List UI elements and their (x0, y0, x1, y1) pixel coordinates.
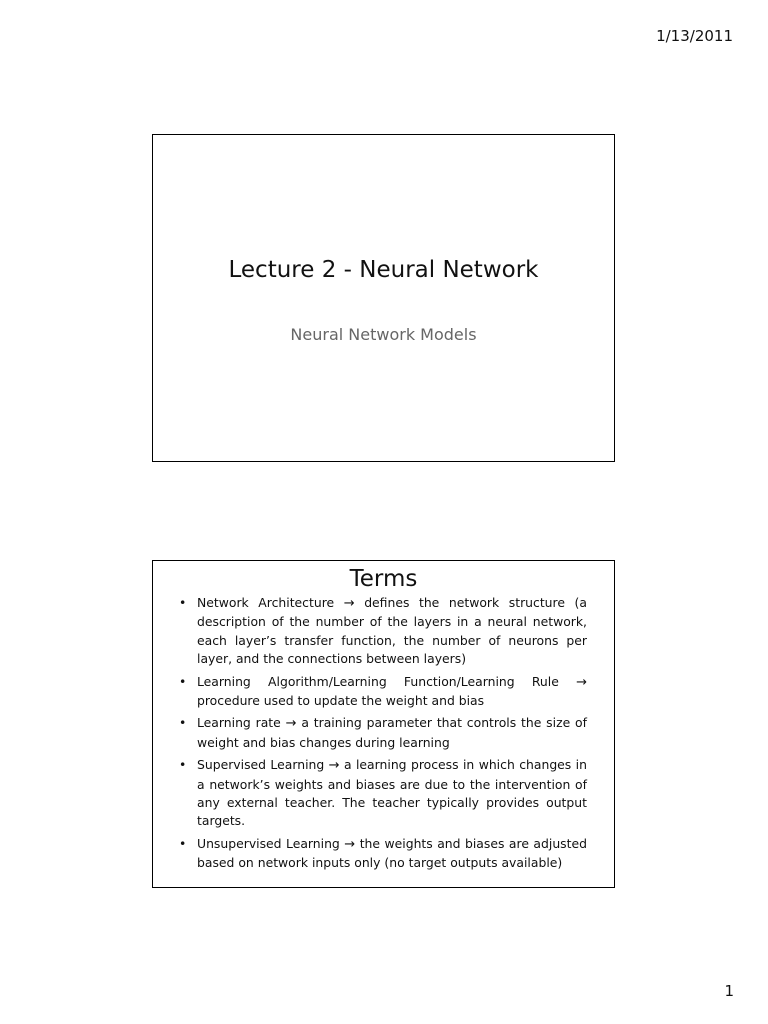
term-item (179, 835, 587, 873)
arrow-right-icon: → (343, 596, 355, 611)
bullet-icon: • (179, 757, 187, 773)
term-definition: the weights and biases are adjusted based on network inputs only (no target outputs available) (197, 835, 587, 871)
term-name: Supervised Learning (197, 757, 325, 773)
bullet-icon: • (179, 715, 187, 731)
slide-terms (152, 560, 615, 888)
bullet-icon: • (179, 835, 187, 851)
arrow-right-icon: → (344, 836, 356, 852)
term-definition: a training parameter that controls the size of weight and bias changes during learning (197, 715, 587, 750)
arrow-right-icon: → (576, 674, 587, 690)
term-definition: defines the network structure (a description of the number of the layers in a neural network, each layer’s transfer function, the number of neurons per layer, and the connections between layers) (197, 595, 587, 667)
page-number: 1 (724, 982, 734, 1000)
slide-title: Lecture 2 - Neural Network (228, 257, 539, 283)
term-name: Learning rate (197, 715, 281, 731)
term-name: Unsupervised Learning (197, 835, 340, 851)
bullet-icon: • (179, 595, 187, 610)
term-definition: a learning process in which changes in a network’s weights and biases are due to the intervention of any external teacher. The teacher typically provides output targets. (197, 757, 587, 829)
term-definition: procedure used to update the weight and bias (197, 693, 485, 709)
terms-title: Terms (349, 566, 418, 592)
term-item (179, 673, 587, 711)
term-item (179, 714, 587, 752)
document-date: 1/13/2011 (656, 27, 733, 45)
term-item (179, 756, 587, 831)
bullet-icon: • (179, 673, 187, 689)
arrow-right-icon: → (328, 758, 340, 774)
slide-title-card (152, 134, 615, 462)
term-name: Learning Algorithm/Learning Function/Learning Rule (197, 673, 559, 689)
term-item (179, 594, 587, 669)
term-name: Network Architecture (197, 595, 335, 610)
slide-subtitle: Neural Network Models (290, 325, 477, 344)
terms-list (153, 594, 614, 873)
arrow-right-icon: → (285, 716, 297, 732)
